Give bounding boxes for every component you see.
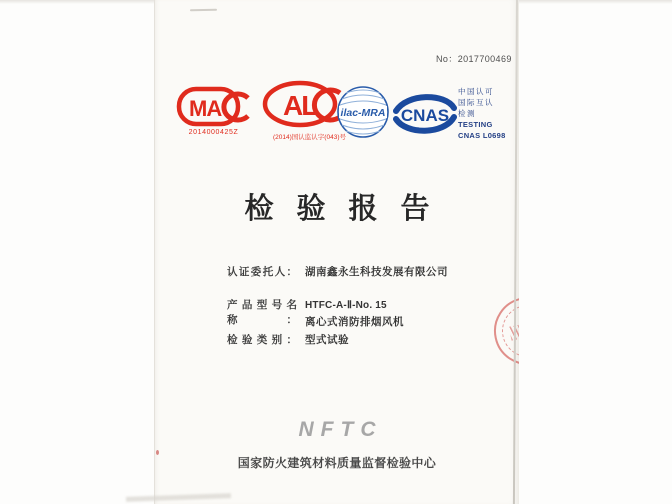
cnas-line-4: TESTING [458, 120, 493, 129]
nftc-wordmark: NFTC [298, 418, 383, 441]
cma-letters: MA [189, 96, 222, 121]
cnas-line-1: 中国认可 [458, 87, 494, 96]
field-test-type-label: 检验类别： [227, 334, 297, 346]
field-applicant-label: 认证委托人： [227, 266, 297, 278]
field-model-label: 产品型号名称： [227, 299, 297, 326]
cnas-accreditation-text [458, 86, 519, 141]
cnas-line-5: CNAS L0698 [458, 131, 506, 140]
scan-artifact-speck [156, 450, 159, 455]
report-page [154, 0, 519, 504]
cnas-line-2: 国际互认 [458, 98, 494, 107]
cma-caption: 2014000425Z [188, 129, 239, 136]
cal-letters: AL [283, 90, 317, 121]
field-model-value-line2: 离心式消防排烟风机 [305, 316, 404, 328]
field-test-type-value: 型式试验 [305, 334, 349, 346]
cma-logo-icon [176, 85, 252, 134]
report-title: 检验报告 [244, 193, 453, 225]
ilac-mra-logo-icon [336, 85, 390, 144]
report-number: No：2017700469 [436, 54, 512, 64]
field-applicant [227, 264, 448, 280]
field-test-type [227, 332, 349, 348]
field-model [227, 297, 404, 330]
cnas-letters: CNAS [400, 106, 450, 125]
field-model-value-line1: HTFC-A-Ⅱ-No. 15 [305, 300, 387, 311]
field-applicant-value: 湖南鑫永生科技发展有限公司 [305, 266, 448, 278]
ilac-mra-label: ilac-MRA [340, 107, 386, 119]
cal-caption: (2014)国认监认字(043)号 [273, 134, 346, 141]
cnas-line-3: 检测 [458, 109, 476, 118]
cnas-logo-icon [393, 92, 457, 141]
cal-logo-icon [260, 79, 346, 136]
issuing-center-name: 国家防火建筑材料质量监督检验中心 [237, 456, 437, 470]
